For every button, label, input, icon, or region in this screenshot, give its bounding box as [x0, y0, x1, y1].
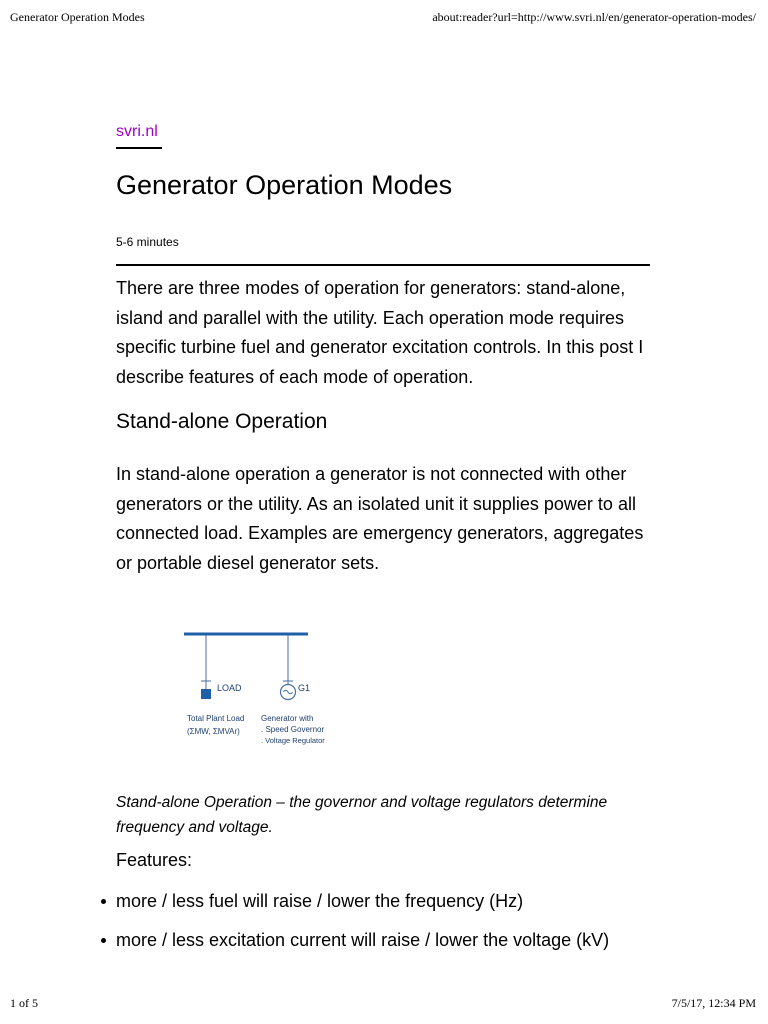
- site-link[interactable]: svri.nl: [116, 123, 158, 140]
- intro-paragraph: There are three modes of operation for generators: stand-alone, island and parallel with the utility. Each operation mode requires specific turbine fuel and generator excitation controls. In this post I describe features of each mode of operation.: [116, 278, 644, 387]
- generator-description-3: . Voltage Regulator: [261, 736, 325, 745]
- figure-caption: Stand-alone Operation – the governor and voltage regulators determine frequency and voltage.: [116, 794, 608, 836]
- page-title: Generator Operation Modes: [116, 170, 453, 200]
- header-divider: [116, 264, 650, 266]
- print-header-title: Generator Operation Modes: [10, 10, 145, 24]
- stand-alone-diagram: [184, 628, 424, 753]
- feature-list: [116, 887, 609, 965]
- reading-time: 5-6 minutes: [116, 235, 179, 249]
- section-heading: Stand-alone Operation: [116, 410, 328, 433]
- feature-text: more / less excitation current will raise / lower the voltage (kV): [116, 930, 610, 950]
- load-description-2: (ΣMW, ΣMVAr): [187, 727, 240, 736]
- feature-text: more / less fuel will raise / lower the frequency (Hz): [116, 891, 524, 911]
- print-header-url: about:reader?url=http://www.svri.nl/en/generator-operation-modes/: [432, 10, 756, 24]
- load-description-1: Total Plant Load: [187, 714, 245, 723]
- list-item: [116, 926, 609, 965]
- print-datetime: 7/5/17, 12:34 PM: [671, 996, 756, 1010]
- print-header: [10, 10, 756, 25]
- print-footer: [10, 996, 756, 1011]
- generator-label: G1: [298, 683, 311, 693]
- bullet-icon: [101, 938, 106, 943]
- list-item: [116, 887, 609, 926]
- load-label: LOAD: [217, 683, 242, 693]
- sine-wave-icon: [284, 690, 293, 694]
- section-paragraph: In stand-alone operation a generator is not connected with other generators or the utility. As an isolated unit it supplies power to all connected load. Examples are emergency generators, aggregates or portable diesel generator sets.: [116, 464, 644, 573]
- bullet-icon: [101, 899, 106, 904]
- generator-description-1: Generator with: [261, 714, 314, 723]
- generator-description-2: . Speed Governor: [261, 725, 325, 734]
- page-number: 1 of 5: [10, 996, 38, 1010]
- features-label: Features:: [116, 850, 193, 870]
- load-block-icon: [201, 689, 211, 699]
- site-underline: [116, 147, 162, 149]
